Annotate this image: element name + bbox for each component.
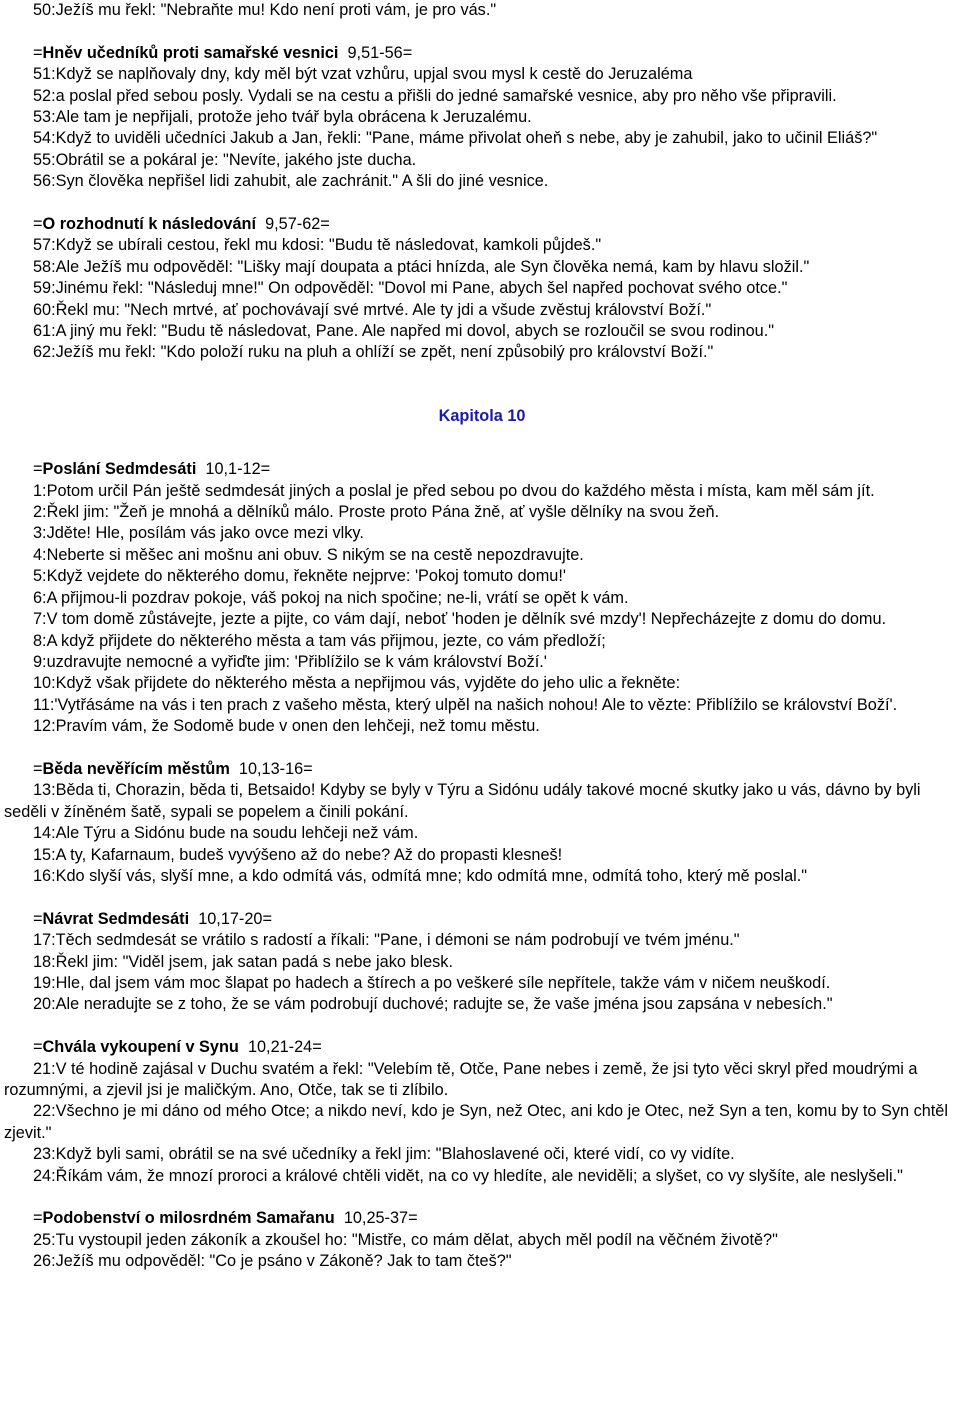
section-reference: 10,1-12=	[205, 460, 271, 479]
verse-paragraph: 1:Potom určil Pán ještě sedmdesát jiných a poslal je před sebou po dvou do každého města i místa, kam měl sám jít.	[33, 481, 875, 500]
section-reference: 10,25-37=	[343, 1209, 418, 1228]
section-title: Podobenství o milosrdném Samařanu	[42, 1209, 335, 1228]
verse-paragraph: 8:A když přijdete do některého města a tam vás přijmou, jezte, co vám předloží;	[33, 631, 606, 650]
verse-paragraph: 22:Všechno je mi dáno od mého Otce; a nikdo neví, kdo je Syn, než Otec, ani kdo je Otec, než Syn a ten, komu by to Syn chtěl zjevit."	[4, 1102, 948, 1142]
chapter-title: Kapitola 10	[438, 406, 526, 425]
chapter-gap-top	[4, 364, 960, 406]
section-reference: 9,57-62=	[265, 215, 330, 234]
verse-paragraph: 13:Běda ti, Chorazin, běda ti, Betsaido! Kdyby se byly v Týru a Sidónu udály takové mocné skutky jako u vás, dávno by byli seděli v žíněném šatě, sypali se popelem a činili pokání.	[4, 781, 921, 821]
verse-paragraph: 58:Ale Ježíš mu odpověděl: "Lišky mají doupata a ptáci hnízda, ale Syn člověka nemá, kam by hlavu složil."	[33, 257, 810, 276]
section-reference: 10,13-16=	[238, 759, 313, 778]
verse-paragraph: 10:Když však přijdete do některého města a nepřijmou vás, vyjděte do jeho ulic a řekněte:	[33, 674, 681, 693]
section-title: Hněv učedníků proti samařské vesnici	[42, 43, 339, 62]
verse-paragraph: 23:Když byli sami, obrátil se na své učedníky a řekl jim: "Blahoslavené oči, které vidí, co vy vidíte.	[33, 1145, 735, 1164]
section-title: Běda nevěřícím městům	[42, 759, 230, 778]
verse-paragraph: 50:Ježíš mu řekl: "Nebraňte mu! Kdo není proti vám, je pro vás."	[33, 1, 497, 19]
verse-paragraph: 21:V té hodině zajásal v Duchu svatém a řekl: "Velebím tě, Otče, Pane nebes i země, že jsi tyto věci skryl před moudrými a rozumnými, a zjevil jsi je maličkým. Ano, Otče, tak se ti zlíbilo.	[4, 1059, 918, 1099]
section-heading: =Hněv učedníků proti samařské vesnici 9,51-56=	[33, 43, 413, 62]
verse-paragraph: 5:Když vejdete do některého domu, řekněte nejprve: 'Pokoj tomuto domu!'	[33, 567, 566, 586]
paragraph-gap	[4, 738, 960, 759]
section-reference: 10,21-24=	[247, 1038, 322, 1057]
verse-paragraph: 11:'Vytřásáme na vás i ten prach z vašeho města, který ulpěl na našich nohou! Ale to vězte: Přiblížilo se království Boží'.	[33, 695, 898, 714]
verse-paragraph: 18:Řekl jim: "Viděl jsem, jak satan padá s nebe jako blesk.	[33, 952, 453, 971]
section-heading: =Poslání Sedmdesáti 10,1-12=	[33, 460, 271, 479]
section-reference: 9,51-56=	[347, 43, 413, 62]
section-title: Chvála vykoupení v Synu	[42, 1038, 239, 1057]
verse-paragraph: 15:A ty, Kafarnaum, budeš vyvýšeno až do nebe? Až do propasti klesneš!	[33, 845, 563, 864]
verse-paragraph: 56:Syn člověka nepřišel lidi zahubit, ale zachránit." A šli do jiné vesnice.	[33, 172, 549, 191]
section-heading: =Podobenství o milosrdném Samařanu 10,25-37=	[33, 1209, 418, 1228]
verse-paragraph: 51:Když se naplňovaly dny, kdy měl být vzat vzhůru, upjal svou mysl k cestě do Jeruzaléma	[33, 65, 693, 84]
verse-paragraph: 61:A jiný mu řekl: "Budu tě následovat, Pane. Ale napřed mi dovol, abych se rozloučil se svou rodinou."	[33, 322, 775, 341]
verse-paragraph: 16:Kdo slyší vás, slyší mne, a kdo odmítá vás, odmítá mne; kdo odmítá mne, odmítá toho, který mě poslal."	[33, 866, 808, 885]
verse-paragraph: 20:Ale neradujte se z toho, že se vám podrobují duchové; radujte se, že vaše jména jsou zapsána v nebesích."	[33, 995, 833, 1014]
verse-paragraph: 24:Říkám vám, že mnozí proroci a králové chtěli vidět, na co vy hledíte, ale neviděli; a slyšet, co vy slyšíte, ale neslyšeli."	[33, 1166, 903, 1185]
section-reference: 10,17-20=	[198, 909, 272, 928]
verse-paragraph: 57:Když se ubírali cestou, řekl mu kdosi: "Budu tě následovat, kamkoli půjdeš."	[33, 236, 602, 255]
verse-paragraph: 6:A přijmou-li pozdrav pokoje, váš pokoj na nich spočine; ne-li, vrátí se opět k vám.	[33, 588, 629, 607]
section-heading: =O rozhodnutí k následování 9,57-62=	[33, 215, 330, 234]
verse-paragraph: 59:Jinému řekl: "Následuj mne!" On odpověděl: "Dovol mi Pane, abych šel napřed pochovat svého otce."	[33, 279, 788, 298]
verse-paragraph: 9:uzdravujte nemocné a vyřiďte jim: 'Přiblížilo se k vám království Boží.'	[33, 652, 547, 671]
verse-paragraph: 12:Pravím vám, že Sodomě bude v onen den lehčeji, než tomu městu.	[33, 717, 540, 736]
paragraph-gap	[4, 1016, 960, 1037]
verse-paragraph: 55:Obrátil se a pokáral je: "Nevíte, jakého jste ducha.	[33, 150, 417, 169]
paragraph-gap	[4, 887, 960, 908]
section-heading: =Návrat Sedmdesáti 10,17-20=	[33, 909, 272, 928]
verse-paragraph: 3:Jděte! Hle, posílám vás jako ovce mezi vlky.	[33, 524, 364, 543]
paragraph-gap	[4, 193, 960, 214]
verse-paragraph: 17:Těch sedmdesát se vrátilo s radostí a říkali: "Pane, i démoni se nám podrobují ve tvém jménu."	[33, 931, 740, 950]
section-title: O rozhodnutí k následování	[42, 215, 257, 234]
paragraph-gap	[4, 21, 960, 42]
verse-paragraph: 26:Ježíš mu odpověděl: "Co je psáno v Zákoně? Jak to tam čteš?"	[33, 1252, 512, 1271]
section-heading: =Chvála vykoupení v Synu 10,21-24=	[33, 1038, 322, 1057]
section-heading: =Běda nevěřícím městům 10,13-16=	[33, 759, 313, 778]
verse-paragraph: 52:a poslal před sebou posly. Vydali se na cestu a přišli do jedné samařské vesnice, aby pro něho vše připravili.	[33, 86, 837, 105]
chapter-gap-bottom	[4, 427, 960, 459]
section-title: Návrat Sedmdesáti	[42, 909, 190, 928]
verse-paragraph: 19:Hle, dal jsem vám moc šlapat po hadech a štírech a po veškeré síle nepřítele, takže vám v ničem neuškodí.	[33, 973, 831, 992]
verse-paragraph: 62:Ježíš mu řekl: "Kdo položí ruku na pluh a ohlíží se zpět, není způsobilý pro království Boží."	[33, 343, 714, 362]
verse-paragraph: 7:V tom domě zůstávejte, jezte a pijte, co vám dají, neboť 'hoden je dělník své mzdy'! Nepřecházejte z domu do domu.	[33, 610, 887, 629]
verse-paragraph: 53:Ale tam je nepřijali, protože jeho tvář byla obrácena k Jeruzalému.	[33, 108, 532, 127]
verse-paragraph: 60:Řekl mu: "Nech mrtvé, ať pochovávají své mrtvé. Ale ty jdi a všude zvěstuj království Boží."	[33, 300, 712, 319]
verse-paragraph: 4:Neberte si měšec ani mošnu ani obuv. S nikým se na cestě nepozdravujte.	[33, 545, 584, 564]
verse-paragraph: 54:Když to uviděli učedníci Jakub a Jan, řekli: "Pane, máme přivolat oheň s nebe, aby je zahubil, jako to učinil Eliáš?"	[33, 129, 878, 148]
paragraph-gap	[4, 1187, 960, 1208]
verse-paragraph: 2:Řekl jim: "Žeň je mnohá a dělníků málo. Proste proto Pána žně, ať vyšle dělníky na svou žeň.	[33, 503, 720, 522]
verse-paragraph: 14:Ale Týru a Sidónu bude na soudu lehčeji než vám.	[33, 824, 419, 843]
section-title: Poslání Sedmdesáti	[42, 460, 197, 479]
verse-paragraph: 25:Tu vystoupil jeden zákoník a zkoušel ho: "Mistře, co mám dělat, abych měl podíl na věčném životě?"	[33, 1230, 778, 1249]
